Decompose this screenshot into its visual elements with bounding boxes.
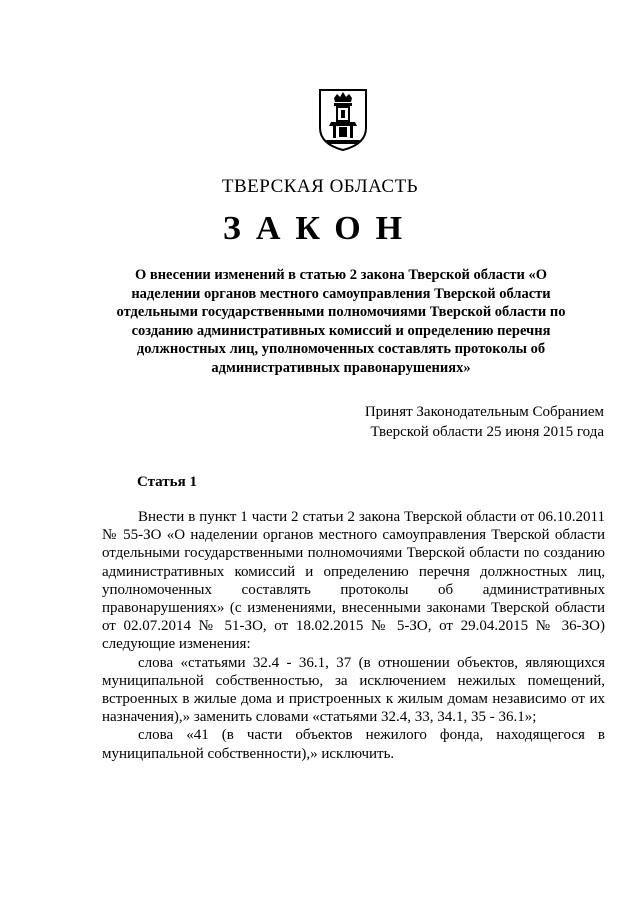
adoption-line-1: Принят Законодательным Собранием [364, 404, 604, 420]
law-title: О внесении изменений в статью 2 закона Тверской области «О наделении органов местного самоуправления Тверской области отдельными государственными полномочиями Тверской области по созданию административных комиссий и определению перечня должностных лиц, уполномоченных составлять протоколы об административных правонарушениях» [116, 267, 566, 376]
region-name: ТВЕРСКАЯ ОБЛАСТЬ [221, 176, 419, 197]
article-heading: Статья 1 [137, 474, 197, 490]
article-body [102, 508, 605, 763]
article-paragraph: слова «41 (в части объектов нежилого фонда, находящегося в муниципальной собственности),» исключить. [102, 727, 605, 762]
adoption-note [300, 402, 604, 442]
article-paragraph: слова «статьями 32.4 - 36.1, 37 (в отношении объектов, являющихся муниципальной собственностью, за исключением нежилых помещений, встроенных в жилые дома и пристроенных к жилым домам независимо от их назначения),» заменить словами «статьями 32.4, 33, 34.1, 35 - 36.1»; [102, 654, 605, 726]
tver-coat-of-arms-icon [318, 88, 368, 152]
document-type: ЗАКОН [222, 210, 418, 247]
adoption-line-2: Тверской области 25 июня 2015 года [370, 424, 604, 440]
article-paragraph: Внести в пункт 1 части 2 статьи 2 закона Тверской области от 06.10.2011 № 55-ЗО «О наделении органов местного самоуправления Тверской области отдельными государственными полномочиями Тверской области по созданию административных комиссий и определению перечня должностных лиц, уполномоченных составлять протоколы об административных правонарушениях» (с изменениями, внесенными законами Тверской области от 02.07.2014 № 51-ЗО, от 18.02.2015 № 5-ЗО, от 29.04.2015 № 36-ЗО) следующие изменения: [102, 509, 605, 653]
